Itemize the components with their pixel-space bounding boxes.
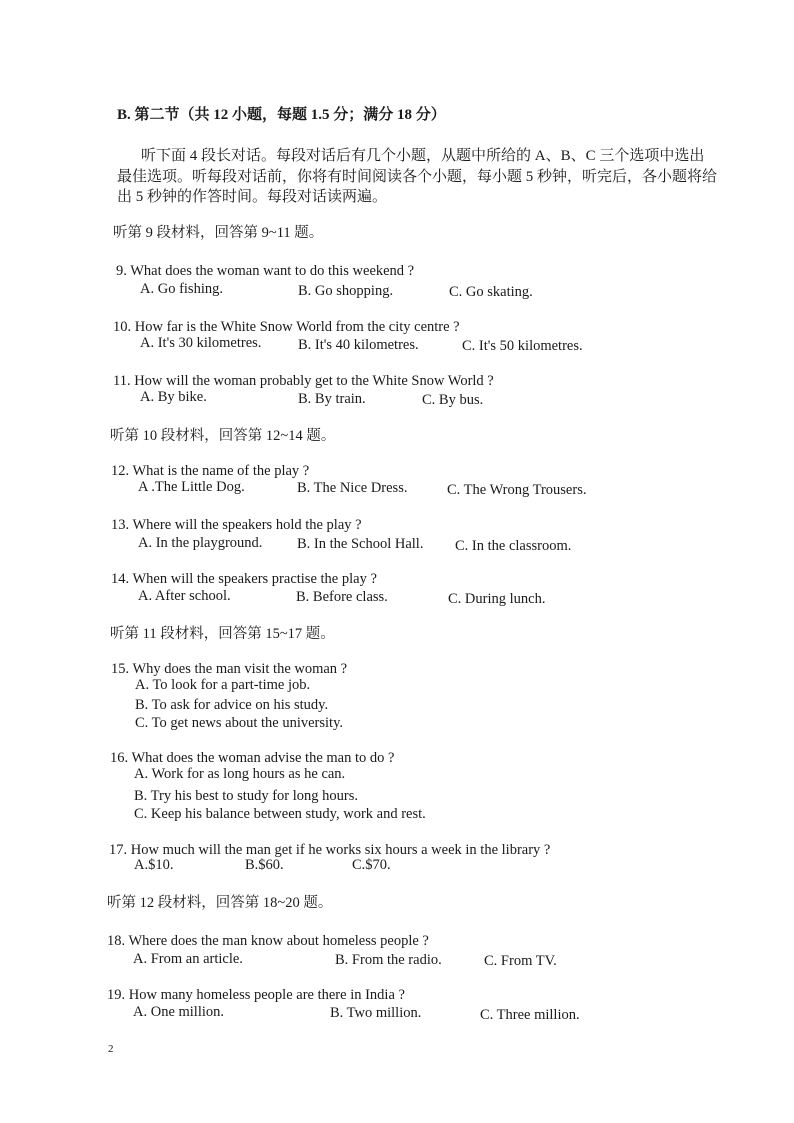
group-heading-10: 听第 10 段材料，回答第 12~14 题。 <box>110 428 336 444</box>
q10-option-b: B. It's 40 kilometres. <box>298 337 419 353</box>
question-13: 13. Where will the speakers hold the play ? <box>111 517 362 533</box>
q14-option-a: A. After school. <box>138 588 231 604</box>
q15-option-c: C. To get news about the university. <box>135 715 343 731</box>
question-17: 17. How much will the man get if he works six hours a week in the library ? <box>109 842 551 858</box>
question-16: 16. What does the woman advise the man to do ? <box>110 750 395 766</box>
q13-option-b: B. In the School Hall. <box>297 536 424 552</box>
q18-option-c: C. From TV. <box>484 953 557 969</box>
question-12: 12. What is the name of the play ? <box>111 463 310 479</box>
q17-option-b: B.$60. <box>245 857 284 873</box>
group-heading-9: 听第 9 段材料，回答第 9~11 题。 <box>113 225 324 241</box>
q9-option-a: A. Go fishing. <box>140 281 223 297</box>
q12-option-a: A .The Little Dog. <box>138 479 245 495</box>
q13-option-c: C. In the classroom. <box>455 538 572 554</box>
q15-option-b: B. To ask for advice on his study. <box>135 697 329 713</box>
q11-option-c: C. By bus. <box>422 392 484 408</box>
q16-option-b: B. Try his best to study for long hours. <box>134 788 358 804</box>
question-10: 10. How far is the White Snow World from the city centre ? <box>113 319 460 335</box>
q11-option-b: B. By train. <box>298 391 366 407</box>
q15-option-a: A. To look for a part-time job. <box>135 677 311 693</box>
question-18: 18. Where does the man know about homeless people ? <box>107 933 429 949</box>
q10-option-c: C. It's 50 kilometres. <box>462 338 583 354</box>
question-11: 11. How will the woman probably get to the White Snow World ? <box>113 373 494 389</box>
q13-option-a: A. In the playground. <box>138 535 263 551</box>
question-9: 9. What does the woman want to do this weekend ? <box>116 263 415 279</box>
section-title: B. 第二节（共 12 小题，每题 1.5 分；满分 18 分） <box>117 107 446 123</box>
q19-option-a: A. One million. <box>133 1004 225 1020</box>
group-heading-12: 听第 12 段材料，回答第 18~20 题。 <box>107 895 333 911</box>
q19-option-b: B. Two million. <box>330 1005 422 1021</box>
q12-option-b: B. The Nice Dress. <box>297 480 408 496</box>
q18-option-a: A. From an article. <box>133 951 243 967</box>
page-number: 2 <box>108 1043 114 1055</box>
question-15: 15. Why does the man visit the woman ? <box>111 661 348 677</box>
instruction-line-3: 出 5 秒钟的作答时间。每段对话读两遍。 <box>117 189 388 205</box>
q17-option-c: C.$70. <box>352 857 391 873</box>
q18-option-b: B. From the radio. <box>335 952 442 968</box>
q19-option-c: C. Three million. <box>480 1007 580 1023</box>
q14-option-b: B. Before class. <box>296 589 388 605</box>
question-14: 14. When will the speakers practise the play ? <box>111 571 377 587</box>
q12-option-c: C. The Wrong Trousers. <box>447 482 587 498</box>
q10-option-a: A. It's 30 kilometres. <box>140 335 262 351</box>
q9-option-b: B. Go shopping. <box>298 283 394 299</box>
q16-option-c: C. Keep his balance between study, work and rest. <box>134 806 426 822</box>
q11-option-a: A. By bike. <box>140 389 207 405</box>
q17-option-a: A.$10. <box>134 857 174 873</box>
instruction-line-1: 听下面 4 段长对话。每段对话后有几个小题，从题中所给的 A、B、C 三个选项中选出 <box>141 148 705 164</box>
group-heading-11: 听第 11 段材料，回答第 15~17 题。 <box>110 626 335 642</box>
question-19: 19. How many homeless people are there in India ? <box>107 987 405 1003</box>
q14-option-c: C. During lunch. <box>448 591 546 607</box>
instruction-line-2: 最佳选项。听每段对话前，你将有时间阅读各个小题，每小题 5 秒钟，听完后，各小题将给 <box>117 169 718 185</box>
q16-option-a: A. Work for as long hours as he can. <box>134 766 346 782</box>
q9-option-c: C. Go skating. <box>449 284 533 300</box>
